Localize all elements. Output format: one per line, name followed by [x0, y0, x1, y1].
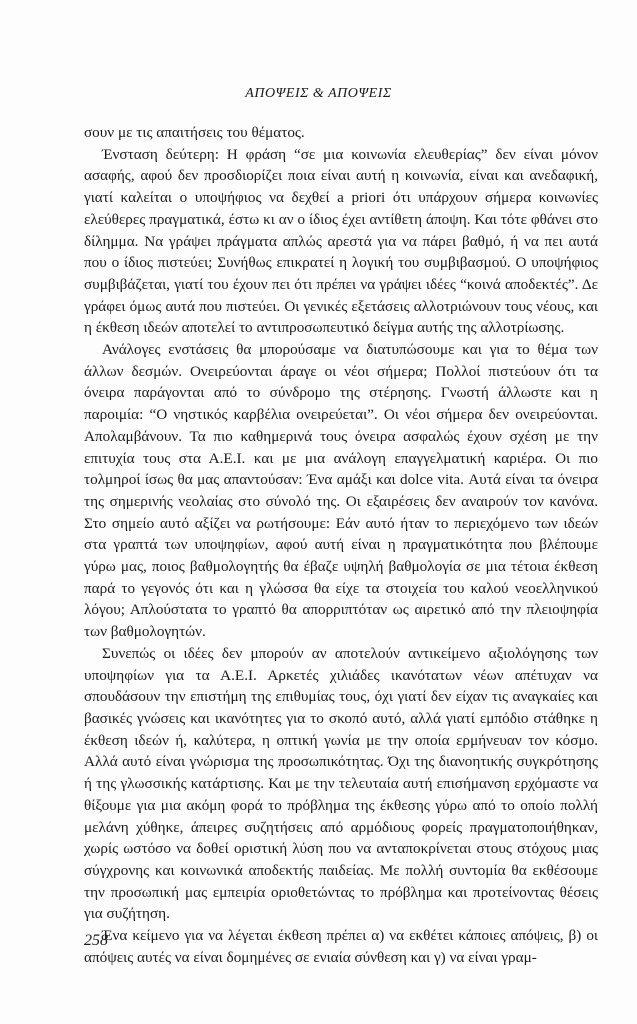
paragraph: Ένα κείμενο για να λέγεται έκθεση πρέπει α) να εκθέτει κάποιες απόψεις, β) οι απόψεις αυτές να είναι δομημένες σε ενιαία σύνθεση και γ) να είναι γραμ- — [84, 927, 598, 966]
body-text — [84, 122, 598, 968]
running-title: ΑΠΟΨΕΙΣ & ΑΠΟΨΕΙΣ — [245, 86, 392, 101]
paragraph: Συνεπώς οι ιδέες δεν μπορούν αν αποτελούν αντικείμενο αξιολόγησης των υποψηφίων για τα Α.Ε.Ι. Αρκετές χιλιάδες ικανότατων νέων απέτυχαν να σπουδάσουν την επιστήμη της επιθυμίας τους, όχι γιατί δεν είχαν τις αναγκαίες και βασικές γνώσεις και ικανότητες για το σκοπό αυτό, αλλά γιατί εμπόδιο στάθηκε η έκθεση ιδεών ή, καλύτερα, η οπτική γωνία με την οποία ερμήνευαν τον κόσμο. Αλλά αυτό είναι γνώρισμα της προσωπικότητας. Όχι της διανοητικής συγκρότησης ή της γλωσσικής κατάρτισης. Και με την τελευταία αυτή επισήμανση ερχόμαστε να θίξουμε για μια ακόμη φορά το πρόβλημα της έκθεσης γύρω από το οποίο πολλή μελάνη χύθηκε, άπειρες συζητήσεις από αρμόδιους φορείς πραγματοποιήθηκαν, χωρίς ωστόσο να δοθεί οριστική λύση που να ανταποκρίνεται στους στόχους μιας σύγχρονης και κοινωνικά αποδεκτής παιδείας. Με πολλή συντομία θα εκθέσουμε την προσωπική μας εμπειρία οριοθετώντας το πρόβλημα και προτείνοντας θέσεις για συζήτηση. — [84, 644, 598, 923]
page-number: 258 — [84, 932, 108, 949]
paragraph: Ένσταση δεύτερη: Η φράση “σε μια κοινωνία ελευθερίας” δεν είναι μόνον ασαφής, αφού δεν προσδιορίζει ποια είναι αυτή η κοινωνία, είναι και ανεδαφική, γιατί καλείται ο υποψήφιος να δεχθεί a priori ότι υπάρχουν σήμερα κοινωνίες ελεύθερες πραγματικά, έστω κι αν ο ίδιος έχει αντίθετη άποψη. Και τότε φθάνει στο δίλημμα. Να γράψει πράγματα απλώς αρεστά για να πάρει βαθμό, ή να πει αυτά που ο ίδιος πιστεύει; Συνήθως επικρατεί η λογική του συμβιβασμού. Ο υποψήφιος συμβιβάζεται, γιατί του έχουν πει ότι πρέπει να γράψει ιδέες “κοινά αποδεκτές”. Δε γράφει όμως αυτά που πιστεύει. Οι γενικές εξετάσεις αλλοτριώνουν τους νέους, και η έκθεση ιδεών αποτελεί το αντιπροσωπευτικό δείγμα αυτής της αλλοτρίωσης. — [84, 145, 598, 337]
paragraph-continuation: σουν με τις απαιτήσεις του θέματος. — [84, 124, 305, 141]
paragraph: Ανάλογες ενστάσεις θα μπορούσαμε να διατυπώσουμε και για το θέμα των άλλων δεσμών. Ονειρεύονται άραγε οι νέοι σήμερα; Πολλοί πιστεύουν ότι τα όνειρα παράγονται από το σύνδρομο της στέρησης. Γνωστή άλλωστε και η παροιμία: “Ο νηστικός καρβέλια ονειρεύεται”. Οι νέοι σήμερα δεν ονειρεύονται. Απολαμβάνουν. Τα πιο καθημερινά τους όνειρα ασφαλώς έχουν σχέση με την επιτυχία τους στα Α.Ε.Ι. και με μια ανάλογη επαγγελματική καριέρα. Οι πιο τολμηροί ίσως θα μας απαντούσαν: Ένα αμάξι και dolce vita. Αυτά είναι τα όνειρα της σημερινής νεολαίας στο σύνολό της. Οι εξαιρέσεις δεν αναιρούν τον κανόνα. Στο σημείο αυτό αξίζει να ρωτήσουμε: Εάν αυτό ήταν το περιεχόμενο των ιδεών στα γραπτά των υποψηφίων, αφού αυτή είναι η πραγματικότητα που βλέπουμε γύρω μας, ποιος βαθμολογητής θα έβαζε υψηλή βαθμολογία σε μια τέτοια έκθεση παρά το γεγονός ότι και η γλώσσα θα είχε τα στοιχεία του καλού νεοελληνικού λόγου; Απλούστατα το γραπτό θα απορριπτόταν ως αιρετικό από την πλειοψηφία των βαθμολογητών. — [84, 341, 598, 641]
